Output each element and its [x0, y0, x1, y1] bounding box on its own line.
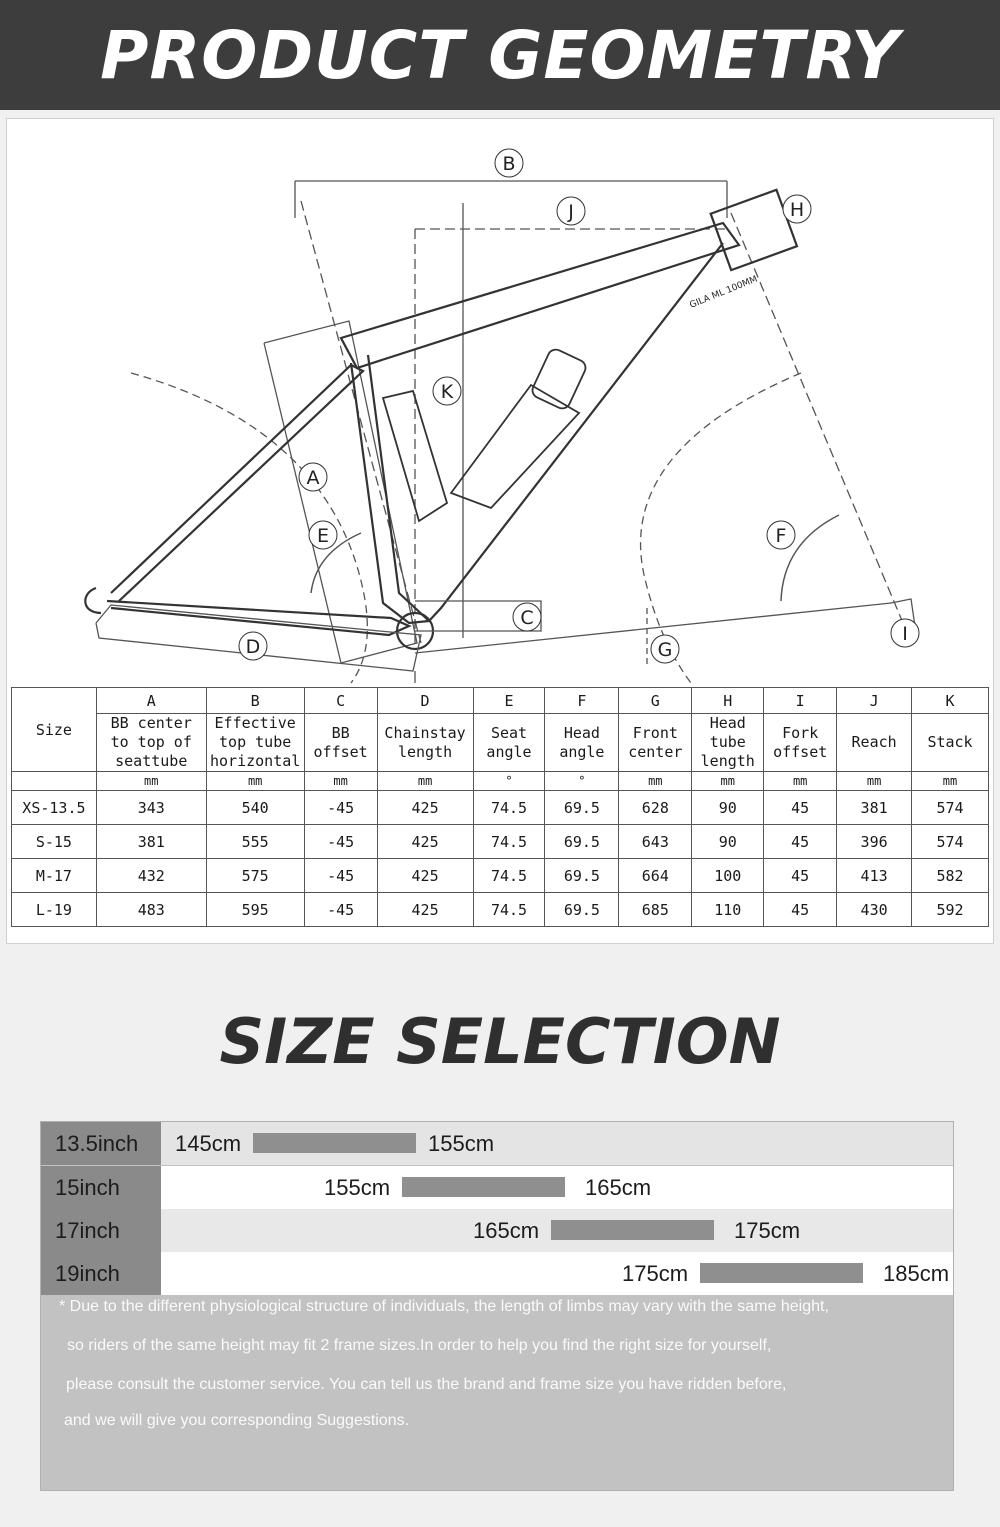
svg-text:A: A	[306, 467, 320, 489]
column-name-line: horizontal	[210, 752, 301, 770]
table-letter-row	[12, 688, 989, 714]
column-name	[206, 714, 304, 772]
column-name	[837, 714, 912, 772]
max-height-label: 175cm	[734, 1218, 801, 1243]
value-cell: 555	[206, 825, 304, 859]
header-banner	[0, 0, 1000, 110]
unit-cell: mm	[377, 772, 473, 791]
height-track	[161, 1252, 953, 1295]
column-letter: G	[619, 688, 692, 714]
column-name-line: Effective	[214, 714, 296, 732]
value-cell: 45	[764, 791, 837, 825]
note-line: and we will give you corresponding Suggestions.	[64, 1412, 410, 1429]
value-cell: 413	[837, 859, 912, 893]
size-row	[41, 1122, 953, 1165]
column-letter: B	[206, 688, 304, 714]
value-cell: 425	[377, 859, 473, 893]
unit-cell: °	[473, 772, 545, 791]
unit-cell: mm	[619, 772, 692, 791]
column-name	[304, 714, 377, 772]
column-name-line: BB center	[110, 714, 192, 732]
column-name-line: top tube	[219, 733, 292, 751]
height-track	[161, 1166, 953, 1209]
size-cell: XS-13.5	[12, 791, 97, 825]
column-name-line: seattube	[115, 752, 188, 770]
note-line: * Due to the different physiological structure of individuals, the length of limbs may vary with the same height,	[59, 1298, 829, 1315]
unit-cell: mm	[304, 772, 377, 791]
column-name-line: BB	[331, 723, 350, 742]
table-row	[12, 825, 989, 859]
column-letter: H	[692, 688, 764, 714]
column-name-line: to top of	[110, 733, 192, 751]
label-f	[767, 521, 795, 549]
value-cell: 425	[377, 825, 473, 859]
column-name-line: length	[700, 752, 755, 770]
size-label: 17inch	[41, 1209, 161, 1252]
unit-cell: mm	[837, 772, 912, 791]
column-letter: D	[377, 688, 473, 714]
height-range-bar	[253, 1133, 416, 1153]
value-cell: 643	[619, 825, 692, 859]
label-h	[783, 195, 811, 223]
size-cell: S-15	[12, 825, 97, 859]
bottle-cages	[383, 347, 588, 521]
column-name	[473, 714, 545, 772]
value-cell: 483	[96, 893, 206, 927]
value-cell: 74.5	[473, 825, 545, 859]
label-c	[513, 603, 541, 631]
value-cell: 69.5	[545, 859, 619, 893]
svg-text:D: D	[245, 636, 261, 658]
unit-cell: mm	[764, 772, 837, 791]
unit-cell: °	[545, 772, 619, 791]
value-cell: 74.5	[473, 893, 545, 927]
value-cell: 69.5	[545, 791, 619, 825]
column-name	[764, 714, 837, 772]
table-unit-row	[12, 772, 989, 791]
column-name	[545, 714, 619, 772]
size-selection-panel	[40, 1121, 954, 1491]
size-label: 13.5inch	[41, 1122, 161, 1165]
value-cell: 396	[837, 825, 912, 859]
size-cell: M-17	[12, 859, 97, 893]
value-cell: 628	[619, 791, 692, 825]
svg-text:J: J	[568, 201, 574, 223]
column-name-line: center	[628, 742, 683, 761]
column-name-line: offset	[313, 742, 368, 761]
min-height-label: 165cm	[473, 1218, 540, 1243]
svg-text:H: H	[789, 199, 805, 221]
table-row	[12, 791, 989, 825]
value-cell: 45	[764, 825, 837, 859]
column-letter: I	[764, 688, 837, 714]
value-cell: 100	[692, 859, 764, 893]
column-name	[692, 714, 764, 772]
value-cell: -45	[304, 859, 377, 893]
svg-text:K: K	[440, 381, 454, 403]
min-height-label: 175cm	[622, 1261, 689, 1286]
unit-cell: mm	[692, 772, 764, 791]
value-cell: 69.5	[545, 825, 619, 859]
column-letter: A	[96, 688, 206, 714]
dimension-labels	[239, 149, 919, 663]
column-name-line: Seat	[490, 723, 528, 742]
unit-cell: mm	[96, 772, 206, 791]
value-cell: 45	[764, 859, 837, 893]
table-row	[12, 893, 989, 927]
column-name-line: angle	[559, 742, 605, 761]
height-track	[161, 1209, 953, 1252]
value-cell: 90	[692, 791, 764, 825]
note-line: please consult the customer service. You can tell us the brand and frame size you have ridden before,	[66, 1376, 787, 1393]
size-selection-title: SIZE SELECTION	[219, 1005, 781, 1078]
value-cell: 592	[912, 893, 989, 927]
max-height-label: 155cm	[428, 1131, 495, 1156]
column-name-line: Chainstay	[384, 723, 466, 742]
value-cell: -45	[304, 825, 377, 859]
height-range-bar	[700, 1263, 863, 1283]
svg-text:G: G	[657, 639, 673, 661]
unit-cell: mm	[912, 772, 989, 791]
column-letter: F	[545, 688, 619, 714]
max-height-label: 185cm	[883, 1261, 950, 1286]
size-cell: L-19	[12, 893, 97, 927]
table-name-row	[12, 714, 989, 772]
value-cell: 425	[377, 893, 473, 927]
unit-cell: mm	[206, 772, 304, 791]
size-label: 15inch	[41, 1166, 161, 1209]
column-name	[377, 714, 473, 772]
page-title: PRODUCT GEOMETRY	[100, 16, 900, 94]
size-row	[41, 1209, 953, 1252]
column-name-line: angle	[486, 742, 532, 761]
column-name	[96, 714, 206, 772]
svg-text:C: C	[520, 607, 534, 629]
column-name-line: Head	[709, 714, 746, 732]
value-cell: 381	[96, 825, 206, 859]
value-cell: -45	[304, 791, 377, 825]
value-cell: 45	[764, 893, 837, 927]
svg-text:E: E	[316, 525, 330, 547]
fork-label: GILA ML 100MM	[688, 274, 760, 311]
column-name-line: tube	[709, 733, 746, 751]
max-height-label: 165cm	[585, 1175, 652, 1200]
svg-text:F: F	[775, 525, 787, 547]
column-name-line: Fork	[782, 723, 819, 742]
height-track	[161, 1122, 953, 1165]
column-name-line: Stack	[927, 733, 973, 751]
min-height-label: 155cm	[324, 1175, 391, 1200]
value-cell: 74.5	[473, 859, 545, 893]
frame-geometry-diagram	[11, 123, 991, 687]
geometry-table	[11, 687, 989, 927]
svg-text:B: B	[502, 153, 516, 175]
column-name-line: Head	[563, 723, 600, 742]
head-tube-axis	[731, 213, 903, 623]
geometry-panel	[6, 118, 994, 944]
size-row	[41, 1166, 953, 1209]
label-e	[309, 521, 337, 549]
value-cell: 425	[377, 791, 473, 825]
label-g	[651, 635, 679, 663]
value-cell: 69.5	[545, 893, 619, 927]
size-label: 19inch	[41, 1252, 161, 1295]
value-cell: 574	[912, 825, 989, 859]
value-cell: 74.5	[473, 791, 545, 825]
size-column-header: Size	[12, 688, 97, 772]
height-range-bar	[402, 1177, 565, 1197]
value-cell: 664	[619, 859, 692, 893]
label-i	[891, 619, 919, 647]
value-cell: 540	[206, 791, 304, 825]
size-row	[41, 1252, 953, 1295]
value-cell: 110	[692, 893, 764, 927]
value-cell: 430	[837, 893, 912, 927]
value-cell: -45	[304, 893, 377, 927]
label-j	[557, 197, 585, 225]
value-cell: 432	[96, 859, 206, 893]
label-d	[239, 632, 267, 660]
column-name-line: Front	[632, 723, 678, 742]
label-k	[433, 377, 461, 405]
value-cell: 685	[619, 893, 692, 927]
height-range-bar	[551, 1220, 714, 1240]
label-b	[495, 149, 523, 177]
column-name-line: length	[397, 742, 453, 761]
column-letter: J	[837, 688, 912, 714]
column-name-line: Reach	[851, 733, 897, 751]
column-name	[619, 714, 692, 772]
svg-text:I: I	[902, 623, 908, 645]
column-letter: C	[304, 688, 377, 714]
value-cell: 575	[206, 859, 304, 893]
value-cell: 381	[837, 791, 912, 825]
value-cell: 343	[96, 791, 206, 825]
column-letter: K	[912, 688, 989, 714]
bike-frame	[85, 190, 797, 649]
min-height-label: 145cm	[175, 1131, 242, 1156]
column-name	[912, 714, 989, 772]
table-row	[12, 859, 989, 893]
value-cell: 90	[692, 825, 764, 859]
unit-cell-empty	[12, 772, 97, 791]
column-name-line: offset	[773, 742, 828, 761]
value-cell: 574	[912, 791, 989, 825]
value-cell: 582	[912, 859, 989, 893]
label-a	[299, 463, 327, 491]
note-line: so riders of the same height may fit 2 frame sizes.In order to help you find the right size for yourself,	[67, 1337, 772, 1354]
value-cell: 595	[206, 893, 304, 927]
column-letter: E	[473, 688, 545, 714]
